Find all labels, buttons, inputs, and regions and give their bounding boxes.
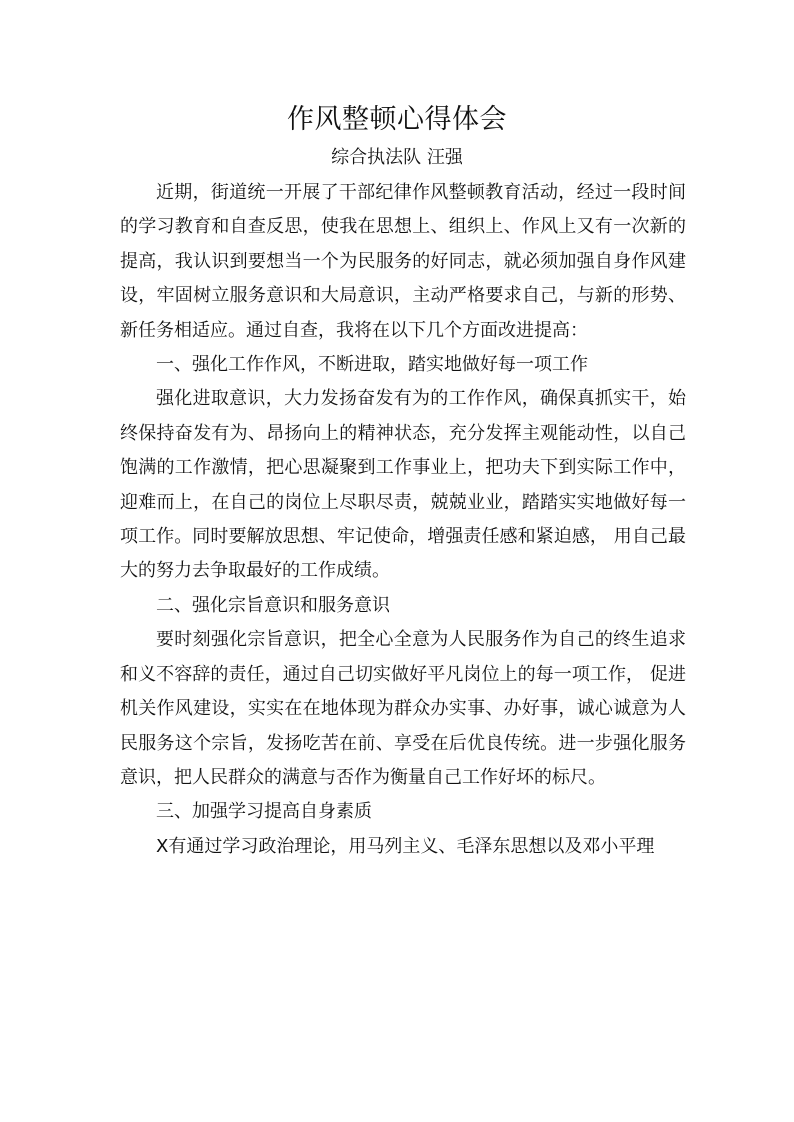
document-author: 综合执法队 汪强 [331,147,463,168]
document-title: 作风整顿心得体会 [287,104,507,135]
section-paragraph-3: X有通过学习政治理论，用马列主义、毛泽东思想以及邓小平理 [156,835,655,857]
section-heading-3: 三、加强学习提高自身素质 [156,801,372,823]
section-heading-2: 二、强化宗旨意识和服务意识 [156,594,390,616]
document-body [120,176,686,864]
section-heading-1: 一、强化工作作风，不断进取，踏实地做好每一项工作 [156,354,588,376]
intro-paragraph: 近期，街道统一开展了干部纪律作风整顿教育活动，经过一段时间的学习教育和自查反思，使我在思想上、组织上、作风上又有一次新的提高，我认识到要想当一个为民服务的好同志，就必须加强自身作风建设，牢固树立服务意识和大局意识，主动严格要求自己，与新的形势、新任务相适应。通过自查，我将在以下几个方面改进提高： [120,182,686,341]
section-paragraph-2: 要时刻强化宗旨意识，把全心全意为人民服务作为自己的终生追求和义不容辞的责任，通过自己切实做好平凡岗位上的每一项工作， 促进机关作风建设，实实在在地体现为群众办实事、办好事，诚心诚意为人民服务这个宗旨，发扬吃苦在前、享受在后优良传统。进一步强化服务意识，把人民群众的满意与否作为衡量自己工作好坏的标尺。 [120,629,686,788]
section-paragraph-1: 强化进取意识，大力发扬奋发有为的工作作风，确保真抓实干，始终保持奋发有为、昂扬向上的精神状态，充分发挥主观能动性，以自己饱满的工作激情，把心思凝聚到工作事业上，把功夫下到实际工作中，迎难而上，在自己的岗位上尽职尽责，兢兢业业，踏踏实实地做好每一项工作。同时要解放思想、牢记使命，增强责任感和紧迫感， 用自己最大的努力去争取最好的工作成绩。 [120,388,686,582]
